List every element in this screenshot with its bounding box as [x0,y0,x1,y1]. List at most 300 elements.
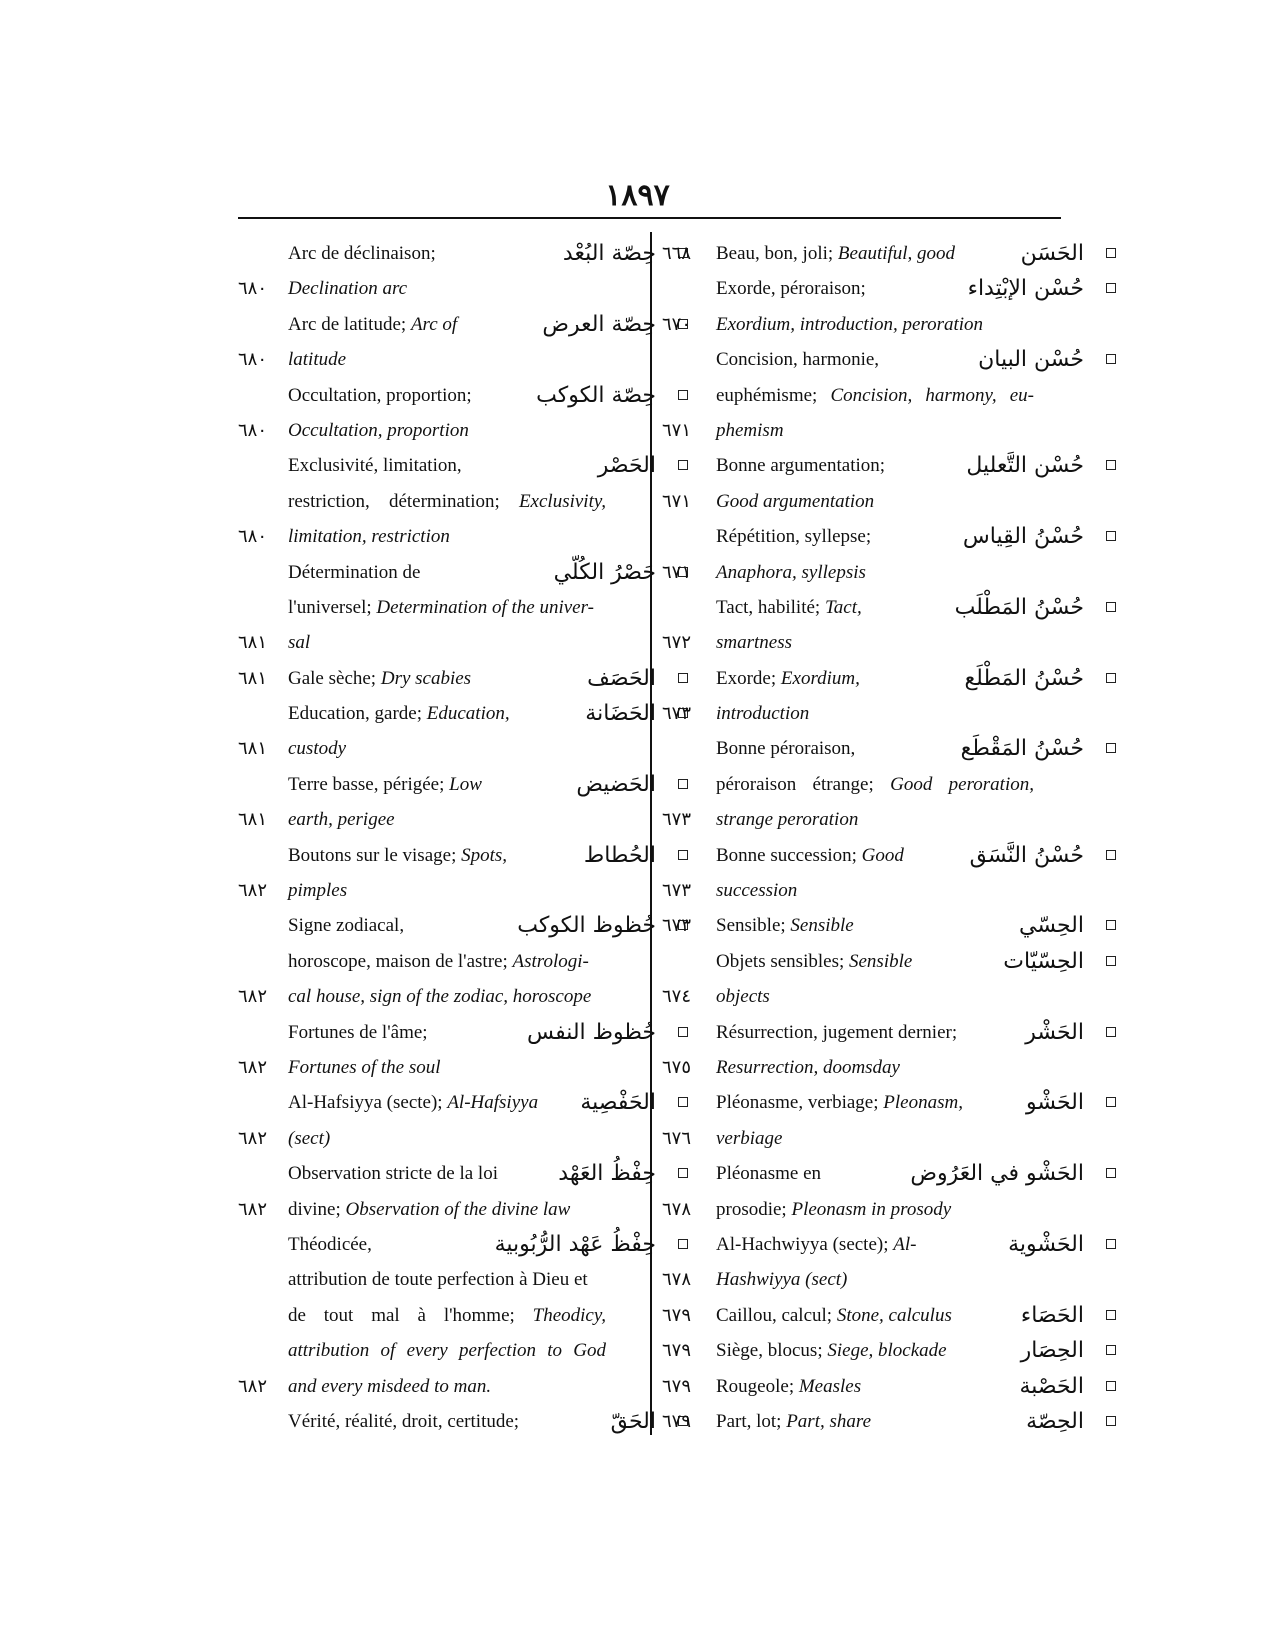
reference-number: ٦٨١ [238,632,268,654]
french-term: restriction, détermination; [288,490,500,512]
arabic-headword: حُظوظ النفس [527,1019,656,1045]
arabic-headword: الحَضيض [576,771,656,797]
square-bullet-icon [678,390,688,400]
entry-line [662,1192,1116,1227]
entry-line [238,731,688,766]
entry-line [662,908,1116,943]
entry-line [662,484,1116,519]
entry-line [716,944,1116,979]
french-term: Exclusivité, limitation, [288,455,462,477]
square-bullet-icon [678,1239,688,1249]
entry-text [716,378,1034,413]
reference-number: ٦٨٠ [238,278,268,300]
square-bullet-icon [1106,850,1116,860]
square-bullet-icon [1106,1027,1116,1037]
entry-text [716,1234,916,1255]
entry-text [288,703,510,724]
entry-text [716,951,912,972]
reference-number: ٦٨٠ [238,349,268,371]
entry-text [716,1163,821,1184]
entry-line [662,1121,1116,1156]
reference-number: ٦٧٥ [662,1056,692,1078]
french-term: Bonne succession; [716,844,857,866]
arabic-headword: الحَصَف [587,665,656,691]
english-term: Theodicy, [532,1304,607,1326]
entry-line [716,590,1116,625]
english-term: Stone, calculus [836,1304,952,1326]
english-term: Measles [798,1375,862,1397]
english-term: Sensible [849,950,913,972]
entry-line [238,625,688,660]
english-term: Al-Hafsiyya [447,1092,539,1114]
entry-text [716,809,858,830]
reference-number: ٦٨١ [238,738,268,760]
entry-text [716,1376,861,1397]
entry-text [716,880,797,901]
entry-line [288,1156,688,1191]
reference-number: ٦٧٩ [662,1375,692,1397]
french-term: Education, garde; [288,703,423,725]
english-term: Good peroration, [890,773,1034,795]
reference-number: ٦٧٢ [662,632,692,654]
entry-text [288,986,591,1007]
entry-text [288,1128,330,1149]
entry-line [288,908,688,943]
entry-line [716,731,1116,766]
french-term: Siège, blocus; [716,1340,823,1362]
entry-text [288,1411,519,1432]
english-term: Education, [426,703,510,725]
entry-text [288,385,472,406]
square-bullet-icon [1106,531,1116,541]
entry-text [288,951,589,972]
arabic-headword: الحُطاط [583,842,656,868]
reference-number: ٦٧١ [662,490,692,512]
entry-text [288,597,594,618]
english-term: cal house, sign of the zodiac, horoscope [288,986,592,1008]
header-rule [238,217,1061,219]
arabic-headword: حُسْنُ المَطْلَع [964,665,1084,691]
page-number: ١٨٩٧ [605,179,670,212]
entry-text [716,668,860,689]
square-bullet-icon [678,850,688,860]
english-term: attribution of every perfection to God [288,1340,606,1362]
square-bullet-icon [1106,354,1116,364]
english-term: Anaphora, syllepsis [716,561,866,583]
english-term: phemism [716,419,784,441]
entry-line [288,1333,688,1368]
entry-text [716,1411,871,1432]
french-term: Vérité, réalité, droit, certitude; [288,1410,520,1432]
english-term: verbiage [716,1127,783,1149]
entry-line [662,307,1116,342]
english-term: Tact, [824,596,862,618]
arabic-headword: الحَفْصِية [580,1090,656,1116]
square-bullet-icon [678,460,688,470]
entry-line [288,307,688,342]
entry-line [288,1015,688,1050]
entry-line [662,873,1116,908]
square-bullet-icon [1106,602,1116,612]
english-term: Al- [893,1233,917,1255]
entry-line [662,1333,1116,1368]
english-term: Observation of the divine law [345,1198,571,1220]
french-term: Al-Hachwiyya (secte); [716,1233,889,1255]
reference-number: ٦٧١ [662,419,692,441]
entry-text [716,455,885,476]
arabic-headword: الحَسَن [1020,241,1084,266]
entry-text [288,562,420,583]
entry-text [288,809,395,830]
entry-line [288,590,688,625]
arabic-headword: الحِصَار [1020,1338,1084,1364]
square-bullet-icon [1106,1381,1116,1391]
entry-line [288,1262,688,1297]
french-term: Fortunes de l'âme; [288,1021,428,1043]
arabic-headword: الحِصّة [1026,1408,1084,1434]
english-term: custody [288,738,347,760]
entry-line [662,696,1116,731]
entry-text [288,1298,606,1333]
french-term: Théodicée, [288,1233,372,1255]
square-bullet-icon [1106,956,1116,966]
entry-text [716,1340,947,1361]
entry-text [288,1022,428,1043]
entry-text [288,845,507,866]
entry-line [662,625,1116,660]
entry-line [238,1369,688,1404]
entry-line [238,661,688,696]
entry-text [288,1269,588,1290]
english-term: Good [861,844,904,866]
square-bullet-icon [1106,1345,1116,1355]
entry-line [662,236,1116,271]
square-bullet-icon [678,673,688,683]
french-term: attribution de toute perfection à Dieu et [288,1269,588,1291]
reference-number: ٦٧٠ [662,313,692,335]
entry-line [288,696,688,731]
reference-number: ٦٨٢ [238,880,268,902]
reference-number: ٦٧٨ [662,1269,692,1291]
entry-line [716,661,1116,696]
french-term: Rougeole; [716,1375,795,1397]
entry-line [238,413,688,448]
entry-line [662,1050,1116,1085]
right-column [662,236,1116,1439]
french-term: Part, lot; [716,1410,782,1432]
english-term: Occultation, proportion [288,419,469,441]
entry-text [288,1057,441,1078]
arabic-headword: الحَصْبة [1019,1373,1084,1399]
english-term: Dry scabies [380,667,472,689]
english-term: Pleonasm in prosody [791,1198,952,1220]
left-column [238,236,688,1439]
reference-number: ٦٨١ [238,667,268,689]
english-term: succession [716,880,798,902]
arabic-headword: الحَصَاء [1020,1302,1084,1328]
reference-number: ٦٦٨ [662,243,692,264]
entry-line [288,1085,688,1120]
arabic-headword: حِفْظُ العَهْد [558,1161,656,1187]
french-term: Résurrection, jugement dernier; [716,1021,958,1043]
entry-text [288,278,407,299]
square-bullet-icon [1106,1168,1116,1178]
entry-text [288,1163,498,1184]
arabic-headword: حُظوظ الكوكب [517,913,656,939]
french-term: Caillou, calcul; [716,1304,833,1326]
reference-number: ٦٨٢ [238,1198,268,1220]
arabic-headword: الحِسّي [1019,913,1084,939]
entry-text [716,420,784,441]
entry-text [716,767,1034,802]
english-term: Exordium, [780,667,860,689]
english-term: Determination of the univer- [376,596,594,618]
entry-text [288,774,482,795]
french-term: Occultation, proportion; [288,384,472,406]
entry-text [716,1092,963,1113]
entry-text [288,738,346,759]
reference-number: ٦٧٦ [662,1127,692,1149]
french-term: Bonne péroraison, [716,738,856,760]
entry-line [716,767,1116,802]
reference-number: ٦٨٠ [238,419,268,441]
square-bullet-icon [1106,673,1116,683]
reference-number: ٦٧٩ [662,1340,692,1362]
french-term: Concision, harmonie, [716,349,880,371]
arabic-headword: الحَشْو في العَرُوض [910,1161,1084,1187]
english-term: Astrologi- [512,950,589,972]
french-term: Boutons sur le visage; [288,844,457,866]
reference-number: ٦٧٤ [662,986,692,1008]
reference-number: ٦٧٩ [662,1410,692,1432]
reference-number: ٦٧٣ [662,809,692,831]
reference-number: ٦٨١ [238,809,268,831]
french-term: de tout mal à l'homme; [288,1304,515,1326]
french-term: Pléonasme, verbiage; [716,1092,879,1114]
french-term: Pléonasme en [716,1163,822,1185]
entry-line [238,873,688,908]
arabic-headword: الحَصْر [597,453,656,479]
english-term: and every misdeed to man. [288,1375,492,1397]
arabic-headword: حِصّة الكوكب [536,382,656,408]
entry-text [716,314,983,335]
arabic-headword: حُسْن الإبْتِداء [967,276,1084,302]
entry-line [716,1085,1116,1120]
english-term: earth, perigee [288,809,395,831]
reference-number: ٦٨٢ [238,1375,268,1397]
entry-line [662,1262,1116,1297]
entry-line [288,1227,688,1262]
entry-line [662,413,1116,448]
arabic-headword: حَصْرُ الكُلّي [553,559,656,585]
french-term: horoscope, maison de l'astre; [288,950,508,972]
square-bullet-icon [1106,1239,1116,1249]
reference-number: ٦٧٩ [662,1304,692,1326]
entry-text [716,562,866,583]
entry-text [288,1234,372,1255]
entry-line [238,1192,688,1227]
arabic-headword: حُسْن التَّعليل [966,453,1084,479]
entry-line [716,342,1116,377]
entry-line [716,448,1116,483]
arabic-headword: الحَضَانة [585,701,656,727]
english-term: sal [288,632,311,654]
english-term: Sensible [790,915,854,937]
french-term: Exorde; [716,667,777,689]
french-term: prosodie; [716,1198,787,1220]
entry-line [716,838,1116,873]
arabic-headword: حُسْنُ النَّسَق [969,842,1084,868]
entry-text [288,632,310,653]
entry-text [288,455,462,476]
english-term: Concision, harmony, eu- [830,384,1034,406]
english-term: Resurrection, doomsday [716,1056,900,1078]
english-term: introduction [716,703,810,725]
square-bullet-icon [1106,1310,1116,1320]
french-term: Bonne argumentation; [716,455,886,477]
square-bullet-icon [678,1168,688,1178]
square-bullet-icon [1106,283,1116,293]
entry-line [288,1298,688,1333]
entry-text [288,314,457,335]
entry-text [288,668,471,689]
arabic-headword: حِصّة البُعْد [562,241,656,266]
reference-number: ٦٧٣ [662,703,692,725]
french-term: l'universel; [288,596,372,618]
english-term: objects [716,986,770,1008]
english-term: pimples [288,880,348,902]
entry-line [716,1227,1116,1262]
french-term: Sensible; [716,915,786,937]
entry-text [288,243,436,264]
english-term: Beautiful, good [837,243,956,264]
entry-text [288,1199,570,1220]
french-term: euphémisme; [716,384,818,406]
entry-text [288,420,469,441]
reference-number: ٦٧٣ [662,880,692,902]
square-bullet-icon [678,779,688,789]
french-term: Terre basse, périgée; [288,773,445,795]
entry-line [662,1369,1116,1404]
french-term: Détermination de [288,561,421,583]
entry-text [288,915,404,936]
entry-text [716,1057,900,1078]
arabic-headword: حُسْنُ القِياس [962,524,1084,550]
reference-number: ٦٨٢ [238,986,268,1008]
english-term: Fortunes of the soul [288,1056,441,1078]
entry-text [716,1305,952,1326]
entry-line [288,1404,688,1439]
entry-line [288,838,688,873]
english-term: Low [449,773,482,795]
french-term: Observation stricte de la loi [288,1163,498,1185]
french-term: Al-Hafsiyya (secte); [288,1092,443,1114]
entry-line [716,1156,1116,1191]
arabic-headword: الحَشْو [1025,1090,1084,1116]
english-term: Arc of [410,313,458,335]
english-term: Good argumentation [716,490,875,512]
entry-text [288,526,450,547]
entry-text [716,703,809,724]
english-term: smartness [716,632,793,654]
english-term: Exclusivity, [518,490,606,512]
entry-text [288,1092,538,1113]
arabic-headword: الحَشْوية [1008,1231,1084,1257]
entry-text [716,243,955,264]
entry-text [716,915,854,936]
arabic-headword: حِصّة العرض [542,311,656,337]
arabic-headword: الحَقّ [610,1408,656,1434]
english-term: strange peroration [716,809,859,831]
entry-text [716,526,871,547]
square-bullet-icon [1106,248,1116,258]
entry-line [238,802,688,837]
french-term: Répétition, syllepse; [716,526,872,548]
entry-line [716,519,1116,554]
french-term: Tact, habilité; [716,596,821,618]
entry-line [238,519,688,554]
french-term: Signe zodiacal, [288,915,405,937]
entry-line [288,236,688,271]
entry-text [716,632,792,653]
french-term: Arc de latitude; [288,313,407,335]
arabic-headword: الحَشْر [1025,1019,1084,1045]
reference-number: ٦٨٢ [238,1127,268,1149]
entry-line [662,979,1116,1014]
entry-line [288,767,688,802]
entry-line [288,378,688,413]
entry-line [238,1121,688,1156]
french-term: Exorde, péroraison; [716,278,866,300]
reference-number: ٦٧٣ [662,915,692,937]
english-term: Siege, blockade [827,1340,947,1362]
entry-text [716,278,866,299]
entry-text [716,491,874,512]
entry-line [238,271,688,306]
square-bullet-icon [678,1097,688,1107]
entry-line [238,342,688,377]
entry-line [662,802,1116,837]
entry-text [288,880,347,901]
entry-line [662,555,1116,590]
entry-line [662,1298,1116,1333]
english-term: Part, share [786,1410,871,1432]
english-term: Hashwiyya (sect) [716,1269,848,1291]
entry-text [716,1128,782,1149]
french-term: divine; [288,1198,341,1220]
entry-line [288,555,688,590]
entry-text [288,1333,606,1368]
square-bullet-icon [1106,1097,1116,1107]
entry-line [288,484,688,519]
english-term: limitation, restriction [288,526,450,548]
reference-number: ٦٨٢ [238,1056,268,1078]
english-term: latitude [288,349,347,371]
square-bullet-icon [678,1027,688,1037]
entry-text [288,1376,491,1397]
entry-line [716,1015,1116,1050]
arabic-headword: الحِسّيّات [1003,948,1084,974]
entry-text [716,349,879,370]
french-term: Beau, bon, joli; [716,243,834,264]
french-term: Objets sensibles; [716,950,845,972]
entry-text [716,1199,951,1220]
english-term: Exordium, introduction, peroration [716,313,984,335]
entry-text [288,484,606,519]
square-bullet-icon [1106,743,1116,753]
reference-number: ٦٨٠ [238,526,268,548]
entry-line [662,1404,1116,1439]
